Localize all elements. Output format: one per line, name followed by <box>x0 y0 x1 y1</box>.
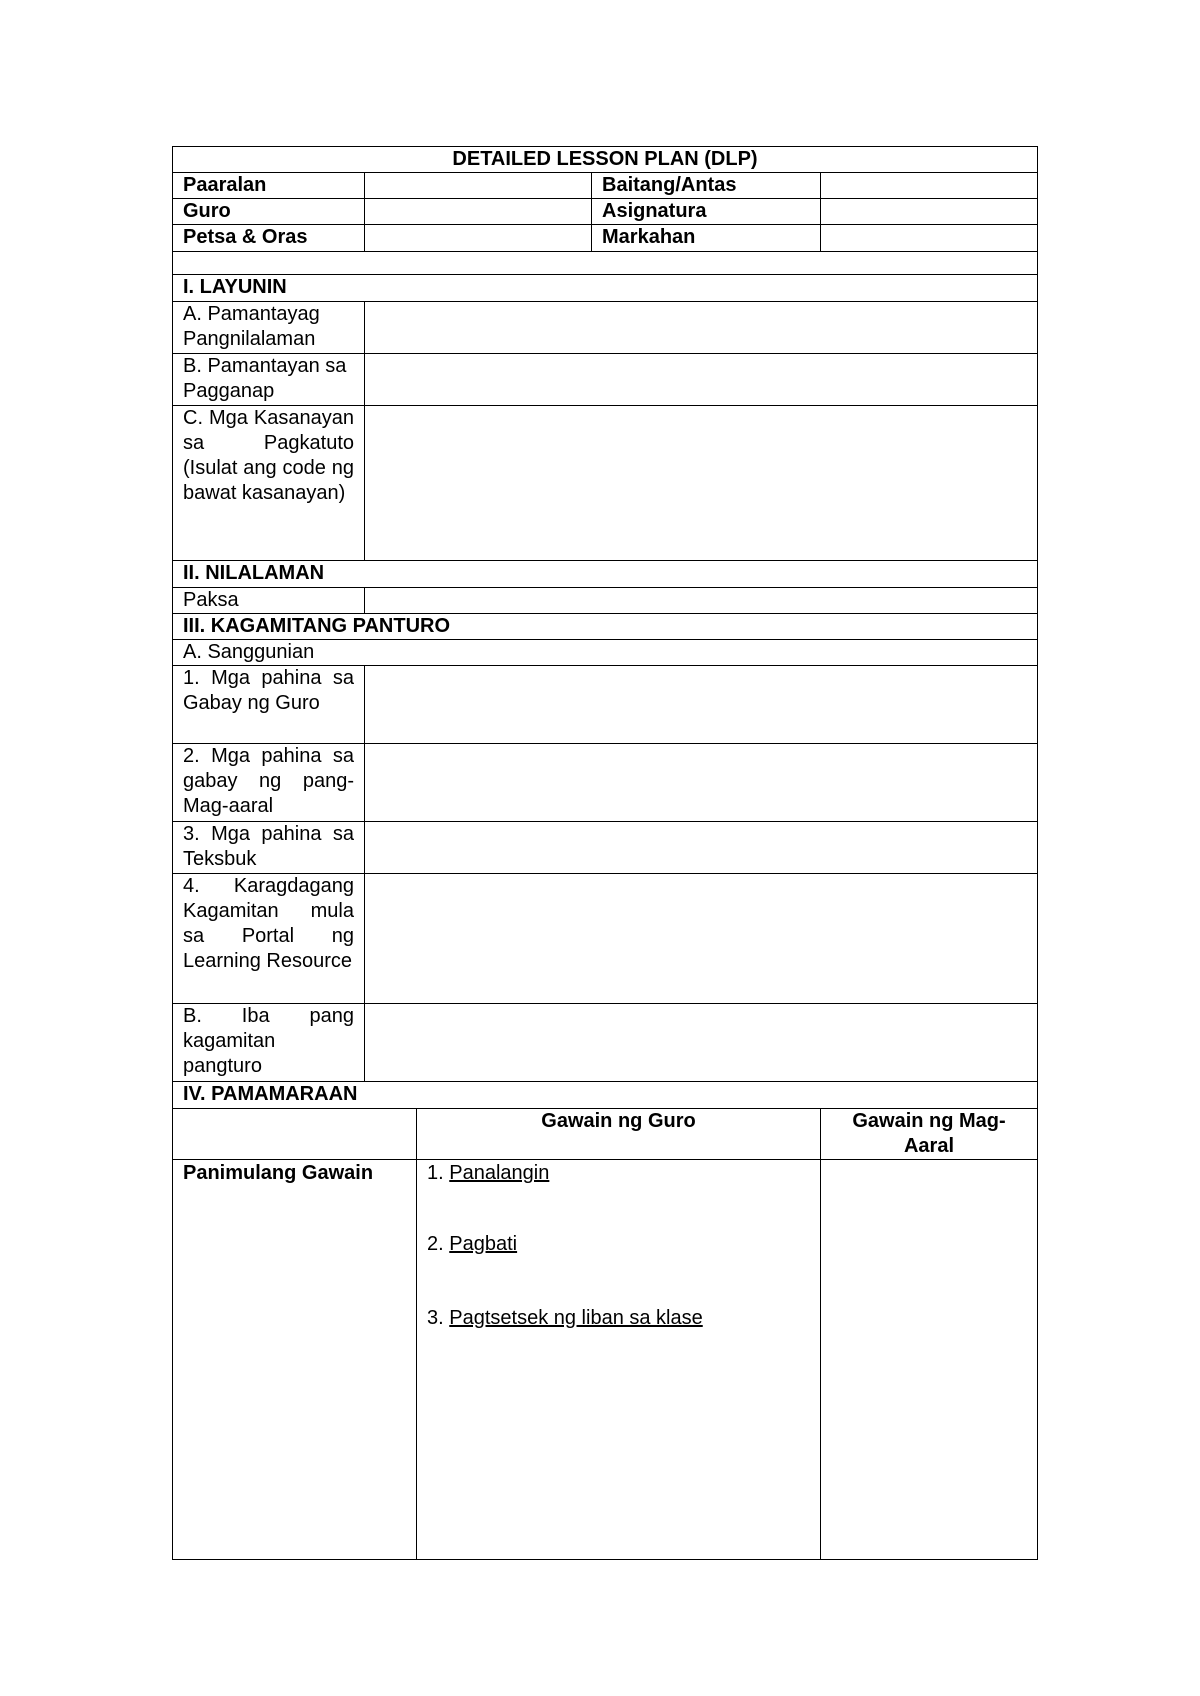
step-prayer-text: Panalangin <box>449 1162 550 1184</box>
materials-heading-row <box>173 614 1038 640</box>
references-label: A. Sanggunian <box>173 640 1038 666</box>
grade-label: Baitang/Antas <box>592 173 821 199</box>
objectives-heading-row <box>173 275 1038 302</box>
competencies-field[interactable] <box>365 406 1038 561</box>
textbook-row <box>173 822 1038 874</box>
quarter-label: Markahan <box>592 225 821 252</box>
preliminary-label: Panimulang Gawain <box>173 1160 417 1560</box>
teacher-activity-header: Gawain ng Guro <box>417 1109 821 1160</box>
step-attendance <box>427 1306 810 1331</box>
procedure-columns-row <box>173 1109 1038 1160</box>
subject-field[interactable] <box>821 199 1038 225</box>
objectives-heading: I. LAYUNIN <box>173 275 1038 302</box>
lr-portal-field[interactable] <box>365 874 1038 1004</box>
teacher-row <box>173 199 1038 225</box>
school-label: Paaralan <box>173 173 365 199</box>
teacher-guide-field[interactable] <box>365 666 1038 744</box>
lr-portal-row <box>173 874 1038 1004</box>
content-heading: II. NILALAMAN <box>173 561 1038 588</box>
textbook-field[interactable] <box>365 822 1038 874</box>
student-activities[interactable] <box>821 1160 1038 1560</box>
topic-row <box>173 588 1038 614</box>
date-field[interactable] <box>365 225 592 252</box>
spacer-row <box>173 252 1038 275</box>
content-standard-label: A. Pamantayag Pangnilalaman <box>173 302 365 354</box>
step-attendance-number: 3. <box>427 1307 444 1329</box>
lesson-plan-table <box>172 146 1038 1560</box>
teacher-guide-label: 1. Mga pahina sa Gabay ng Guro <box>173 666 365 744</box>
competencies-row <box>173 406 1038 561</box>
performance-standard-label: B. Pamantayan sa Pagganap <box>173 354 365 406</box>
learner-guide-row <box>173 744 1038 822</box>
textbook-label: 3. Mga pahina sa Teksbuk <box>173 822 365 874</box>
spacer-cell <box>173 252 1038 275</box>
date-row <box>173 225 1038 252</box>
content-standard-row <box>173 302 1038 354</box>
step-greeting-number: 2. <box>427 1233 444 1255</box>
preliminary-row <box>173 1160 1038 1560</box>
document-title: DETAILED LESSON PLAN (DLP) <box>173 147 1038 173</box>
step-greeting-text: Pagbati <box>449 1233 518 1255</box>
content-standard-field[interactable] <box>365 302 1038 354</box>
learner-guide-label: 2. Mga pahina sa gabay ng pang-Mag-aaral <box>173 744 365 822</box>
grade-field[interactable] <box>821 173 1038 199</box>
quarter-field[interactable] <box>821 225 1038 252</box>
other-materials-row <box>173 1004 1038 1082</box>
performance-standard-row <box>173 354 1038 406</box>
learner-guide-field[interactable] <box>365 744 1038 822</box>
teacher-label: Guro <box>173 199 365 225</box>
step-greeting <box>427 1232 810 1257</box>
other-materials-field[interactable] <box>365 1004 1038 1082</box>
performance-standard-field[interactable] <box>365 354 1038 406</box>
topic-field[interactable] <box>365 588 1038 614</box>
subject-label: Asignatura <box>592 199 821 225</box>
step-prayer <box>427 1161 810 1186</box>
teacher-activities[interactable] <box>417 1160 821 1560</box>
title-row <box>173 147 1038 173</box>
materials-heading: III. KAGAMITANG PANTURO <box>173 614 1038 640</box>
other-materials-label: B. Iba pang kagamitan pangturo <box>173 1004 365 1082</box>
teacher-field[interactable] <box>365 199 592 225</box>
topic-label: Paksa <box>173 588 365 614</box>
date-label: Petsa & Oras <box>173 225 365 252</box>
lr-portal-label: 4. Karagdagang Kagamitan mula sa Portal ng Learning Resource <box>173 874 365 1004</box>
step-attendance-text: Pagtsetsek ng liban sa klase <box>449 1307 703 1329</box>
procedure-heading: IV. PAMAMARAAN <box>173 1082 1038 1109</box>
school-field[interactable] <box>365 173 592 199</box>
student-activity-header: Gawain ng Mag- Aaral <box>821 1109 1038 1160</box>
competencies-label: C. Mga Kasanayan sa Pagkatuto (Isulat ang code ng bawat kasanayan) <box>173 406 365 561</box>
procedure-heading-row <box>173 1082 1038 1109</box>
step-prayer-number: 1. <box>427 1162 444 1184</box>
content-heading-row <box>173 561 1038 588</box>
school-row <box>173 173 1038 199</box>
teacher-guide-row <box>173 666 1038 744</box>
references-row <box>173 640 1038 666</box>
procedure-blank-header <box>173 1109 417 1160</box>
